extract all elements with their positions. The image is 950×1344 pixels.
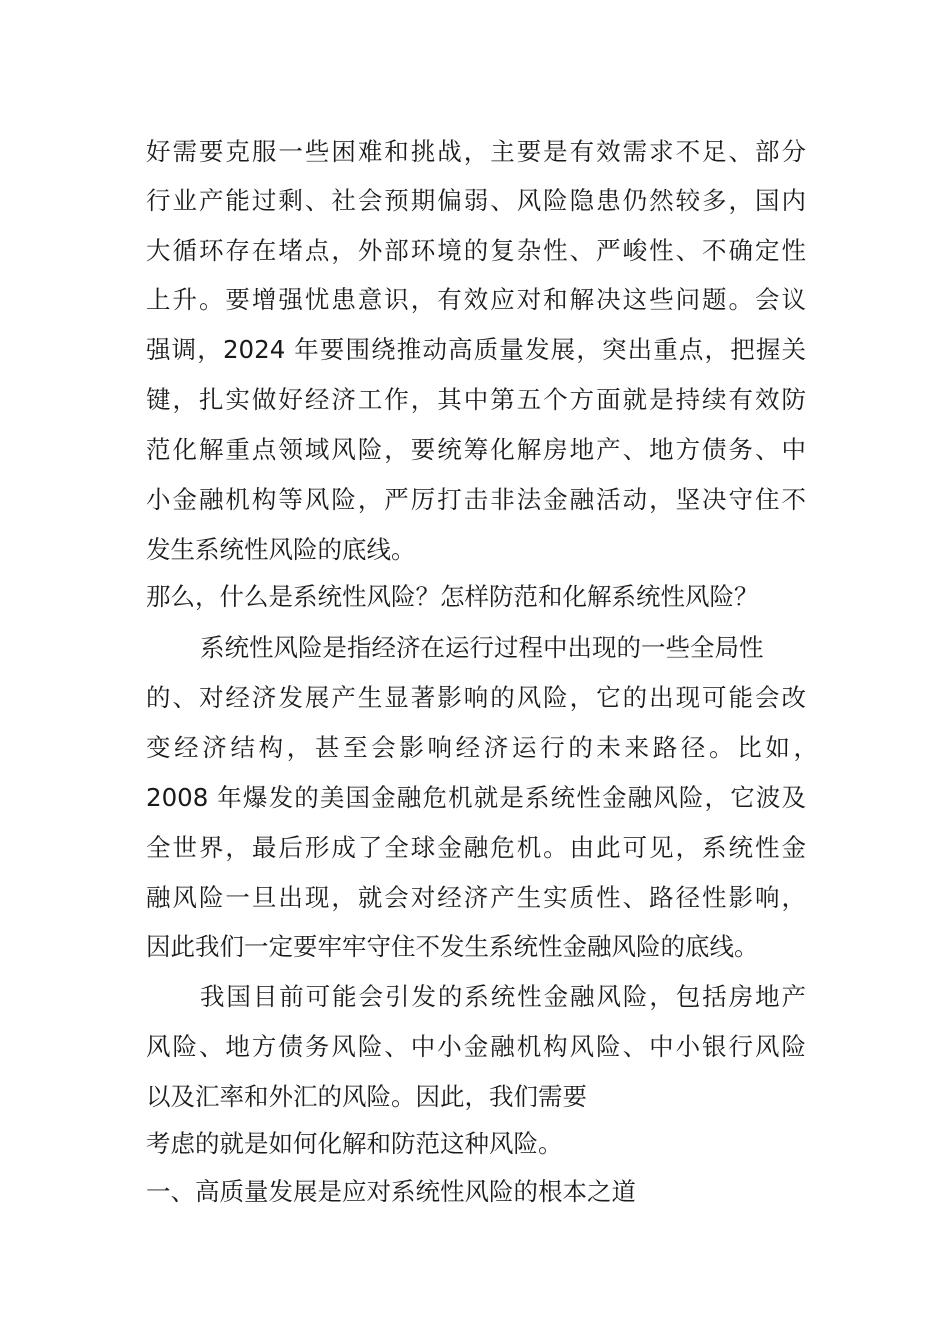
paragraph-line: 系统性风险是指经济在运行过程中出现的一些全局性 <box>200 633 764 662</box>
paragraph-line: 全世界，最后形成了全球金融危机。由此可见，系统性金 <box>146 833 806 862</box>
question-line: 那么，什么是系统性风险？怎样防范和化解系统性风险？ <box>146 582 759 611</box>
paragraph-line: 融风险一旦出现，就会对经济产生实质性、路径性影响， <box>146 883 806 912</box>
paragraph-line: 范化解重点领域风险，要统筹化解房地产、地方债务、中 <box>146 435 806 464</box>
paragraph-line: 键，扎实做好经济工作，其中第五个方面就是持续有效防 <box>146 385 806 414</box>
paragraph-line: 上升。要增强忧患意识，有效应对和解决这些问题。会议 <box>146 285 806 314</box>
paragraph-line: 的、对经济发展产生显著影响的风险，它的出现可能会改 <box>146 683 806 712</box>
paragraph-line: 强调，2024 年要围绕推动高质量发展，突出重点，把握关 <box>146 335 806 364</box>
paragraph-line: 以及汇率和外汇的风险。因此，我们需要 <box>146 1082 587 1111</box>
paragraph-line: 行业产能过剩、社会预期偏弱、风险隐患仍然较多，国内 <box>146 186 806 215</box>
paragraph-line: 风险、地方债务风险、中小金融机构风险、中小银行风险 <box>146 1032 806 1061</box>
paragraph-line: 2008 年爆发的美国金融危机就是系统性金融风险，它波及 <box>146 783 806 812</box>
section-heading: 一、高质量发展是应对系统性风险的根本之道 <box>146 1177 636 1206</box>
paragraph-line: 好需要克服一些困难和挑战，主要是有效需求不足、部分 <box>146 137 806 166</box>
paragraph-line: 发生系统性风险的底线。 <box>146 535 416 564</box>
paragraph-line: 大循环存在堵点，外部环境的复杂性、严峻性、不确定性 <box>146 236 806 265</box>
paragraph-line: 考虑的就是如何化解和防范这种风险。 <box>146 1129 563 1158</box>
paragraph-line: 我国目前可能会引发的系统性金融风险，包括房地产 <box>200 982 806 1011</box>
paragraph-line: 变经济结构，甚至会影响经济运行的未来路径。比如， <box>146 733 818 762</box>
paragraph-line: 小金融机构等风险，严厉打击非法金融活动，坚决守住不 <box>146 485 806 514</box>
paragraph-line: 因此我们一定要牢牢守住不发生系统性金融风险的底线。 <box>146 932 759 961</box>
